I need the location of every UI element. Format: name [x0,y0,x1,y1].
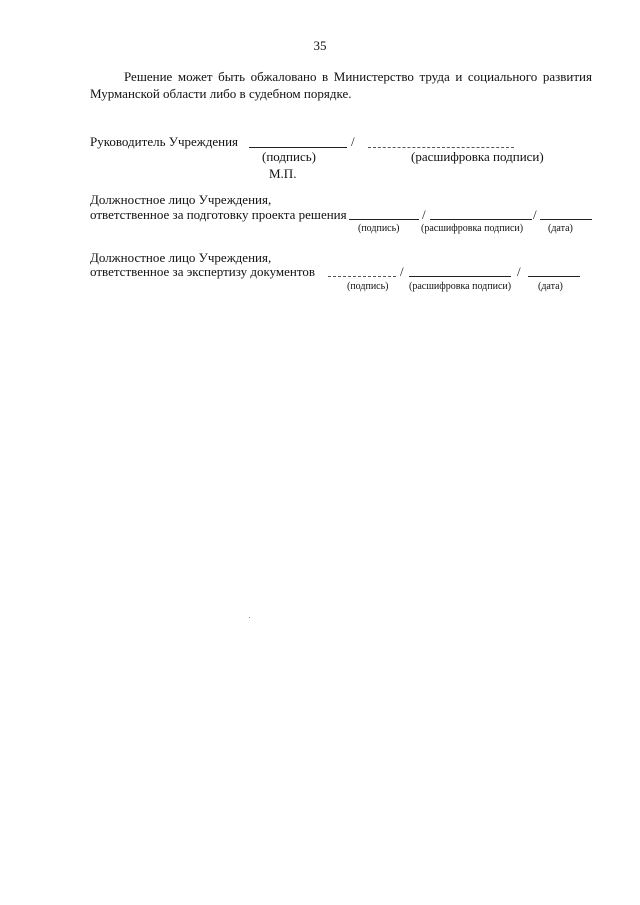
stamp-place-label: М.П. [269,166,297,181]
expertise-official-label-line-2: ответственное за экспертизу документов [90,264,316,279]
head-signature-line[interactable] [249,147,347,148]
decision-official-label-line-2: ответственное за подготовку проекта решения [90,207,347,222]
expertise-decoding-line[interactable] [409,276,511,277]
scan-speck [249,617,250,618]
head-decoding-caption: (расшифровка подписи) [411,149,544,164]
decision-date-caption: (дата) [548,223,573,234]
decision-decoding-caption: (расшифровка подписи) [421,223,524,234]
page-number: 35 [313,38,327,53]
expertise-separator-1: / [400,264,404,279]
expertise-signature-line[interactable] [328,276,396,277]
head-signature-label: Руководитель Учреждения [90,134,239,149]
decision-date-line[interactable] [540,219,592,220]
decision-separator-1: / [422,207,426,222]
head-signature-separator: / [351,134,355,149]
decision-signature-caption: (подпись) [358,223,400,234]
appeal-paragraph-line-1: Решение может быть обжаловано в Министерство труда и социального развития [124,69,592,84]
appeal-paragraph [90,68,592,102]
decision-separator-2: / [533,207,537,222]
expertise-official-label-line-1: Должностное лицо Учреждения, [90,250,272,265]
expertise-separator-2: / [517,264,521,279]
expertise-date-caption: (дата) [538,281,563,292]
head-decoding-line[interactable] [368,147,514,148]
head-signature-caption: (подпись) [262,149,316,164]
appeal-paragraph-line-2: Мурманской области либо в судебном порядке. [90,86,352,101]
expertise-signature-caption: (подпись) [347,281,389,292]
decision-signature-line[interactable] [349,219,419,220]
expertise-decoding-caption: (расшифровка подписи) [409,281,512,292]
expertise-date-line[interactable] [528,276,580,277]
decision-official-label-line-1: Должностное лицо Учреждения, [90,192,272,207]
decision-decoding-line[interactable] [430,219,532,220]
